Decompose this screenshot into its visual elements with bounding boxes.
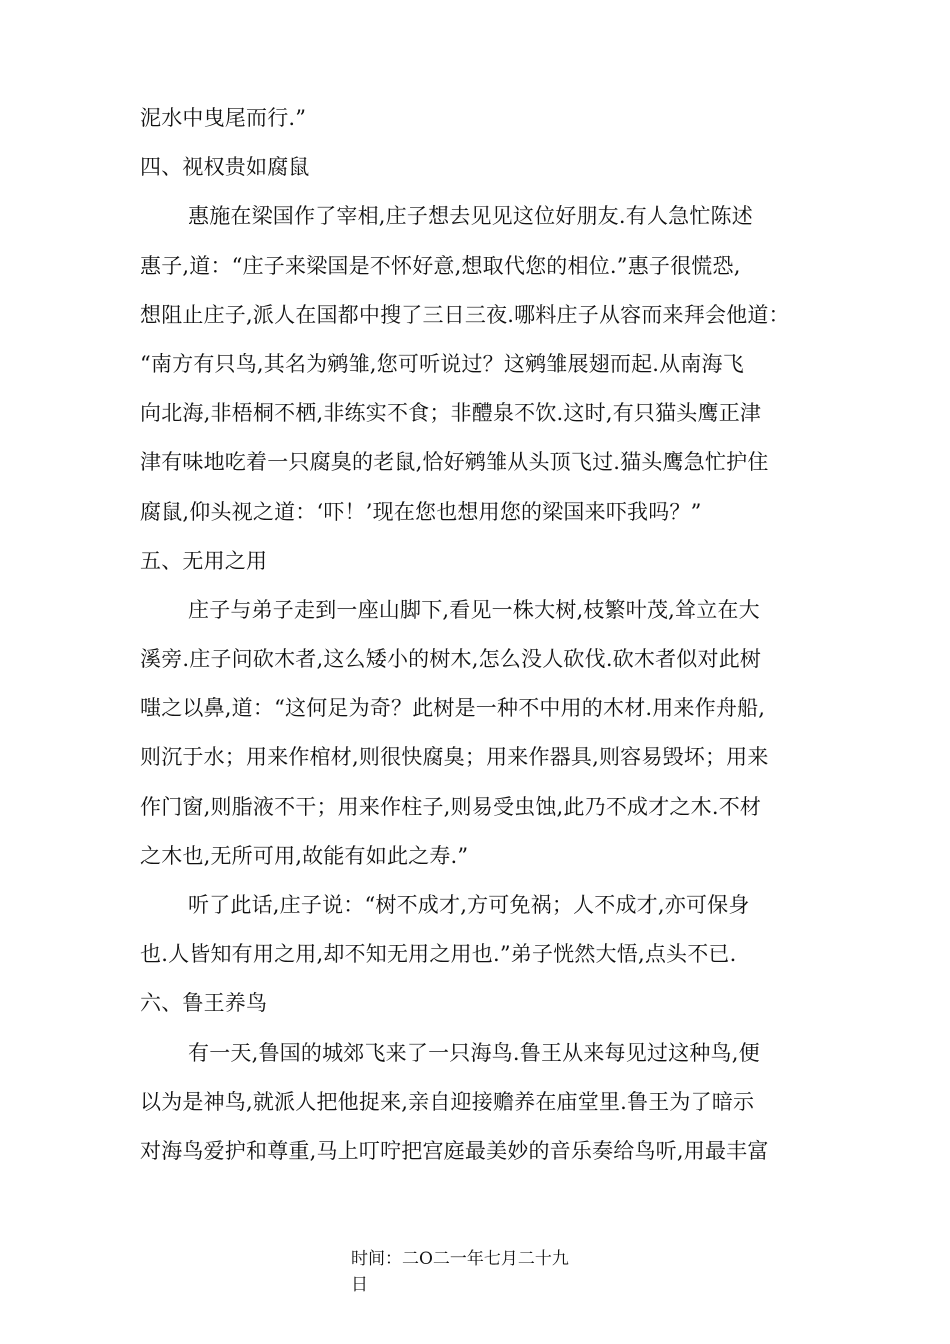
text-line: 以为是神鸟,就派人把他捉来,亲自迎接赡养在庙堂里.鲁王为了暗示 <box>140 1089 755 1114</box>
text-line: 听了此话,庄子说：“树不成才,方可免祸；人不成才,亦可保身 <box>188 893 750 917</box>
text-line: 惠子,道：“庄子来梁国是不怀好意,想取代您的相位.”惠子很慌恐, <box>140 253 741 278</box>
section-heading: 四、视权贵如腐鼠 <box>140 155 310 180</box>
text-line: 想阻止庄子,派人在国都中搜了三日三夜.哪料庄子从容而来拜会他道： <box>140 302 790 327</box>
text-line: 则沉于水；用来作棺材,则很快腐臭；用来作器具,则容易毁坏；用来 <box>140 745 769 770</box>
footer-date-line: 日 <box>351 1275 368 1295</box>
text-line: 作门窗,则脂液不干；用来作柱子,则易受虫蚀,此乃不成才之木.不材 <box>140 794 762 819</box>
text-line: 溪旁.庄子问砍木者,这么矮小的树木,怎么没人砍伐.砍木者似对此树 <box>140 647 762 672</box>
text-line: 庄子与弟子走到一座山脚下,看见一株大树,枝繁叶茂,耸立在大 <box>188 597 760 622</box>
page-footer-date <box>351 1246 569 1298</box>
text-line: 嗤之以鼻,道：“这何足为奇？此树是一种不中用的木材.用来作舟船, <box>140 696 766 721</box>
text-line: 惠施在梁国作了宰相,庄子想去见见这位好朋友.有人急忙陈述 <box>188 204 753 229</box>
footer-date-line: 时间：二O二一年七月二十九 <box>351 1249 569 1269</box>
text-line: 对海鸟爱护和尊重,马上叮咛把宫庭最美妙的音乐奏给鸟听,用最丰富 <box>140 1138 769 1163</box>
section-heading: 五、无用之用 <box>140 548 268 573</box>
text-line: 有一天,鲁国的城郊飞来了一只海鸟.鲁王从来每见过这种鸟,便 <box>188 1040 760 1065</box>
body-text <box>140 94 820 1176</box>
text-line: 也.人皆知有用之用,却不知无用之用也.”弟子恍然大悟,点头不已. <box>140 942 737 967</box>
text-line: 之木也,无所可用,故能有如此之寿.” <box>140 843 469 868</box>
text-line: “南方有只鸟,其名为鹓雏,您可听说过？这鹓雏展翅而起.从南海飞 <box>140 351 744 376</box>
text-line: 腐鼠,仰头视之道：‘吓！’现在您也想用您的梁国来吓我吗？” <box>140 499 702 524</box>
text-line: 泥水中曳尾而行.” <box>140 106 307 130</box>
section-heading: 六、鲁王养鸟 <box>140 991 268 1016</box>
text-line: 向北海,非梧桐不栖,非练实不食；非醴泉不饮.这时,有只猫头鹰正津 <box>140 401 762 426</box>
text-line: 津有味地吃着一只腐臭的老鼠,恰好鹓雏从头顶飞过.猫头鹰急忙护住 <box>140 450 769 475</box>
